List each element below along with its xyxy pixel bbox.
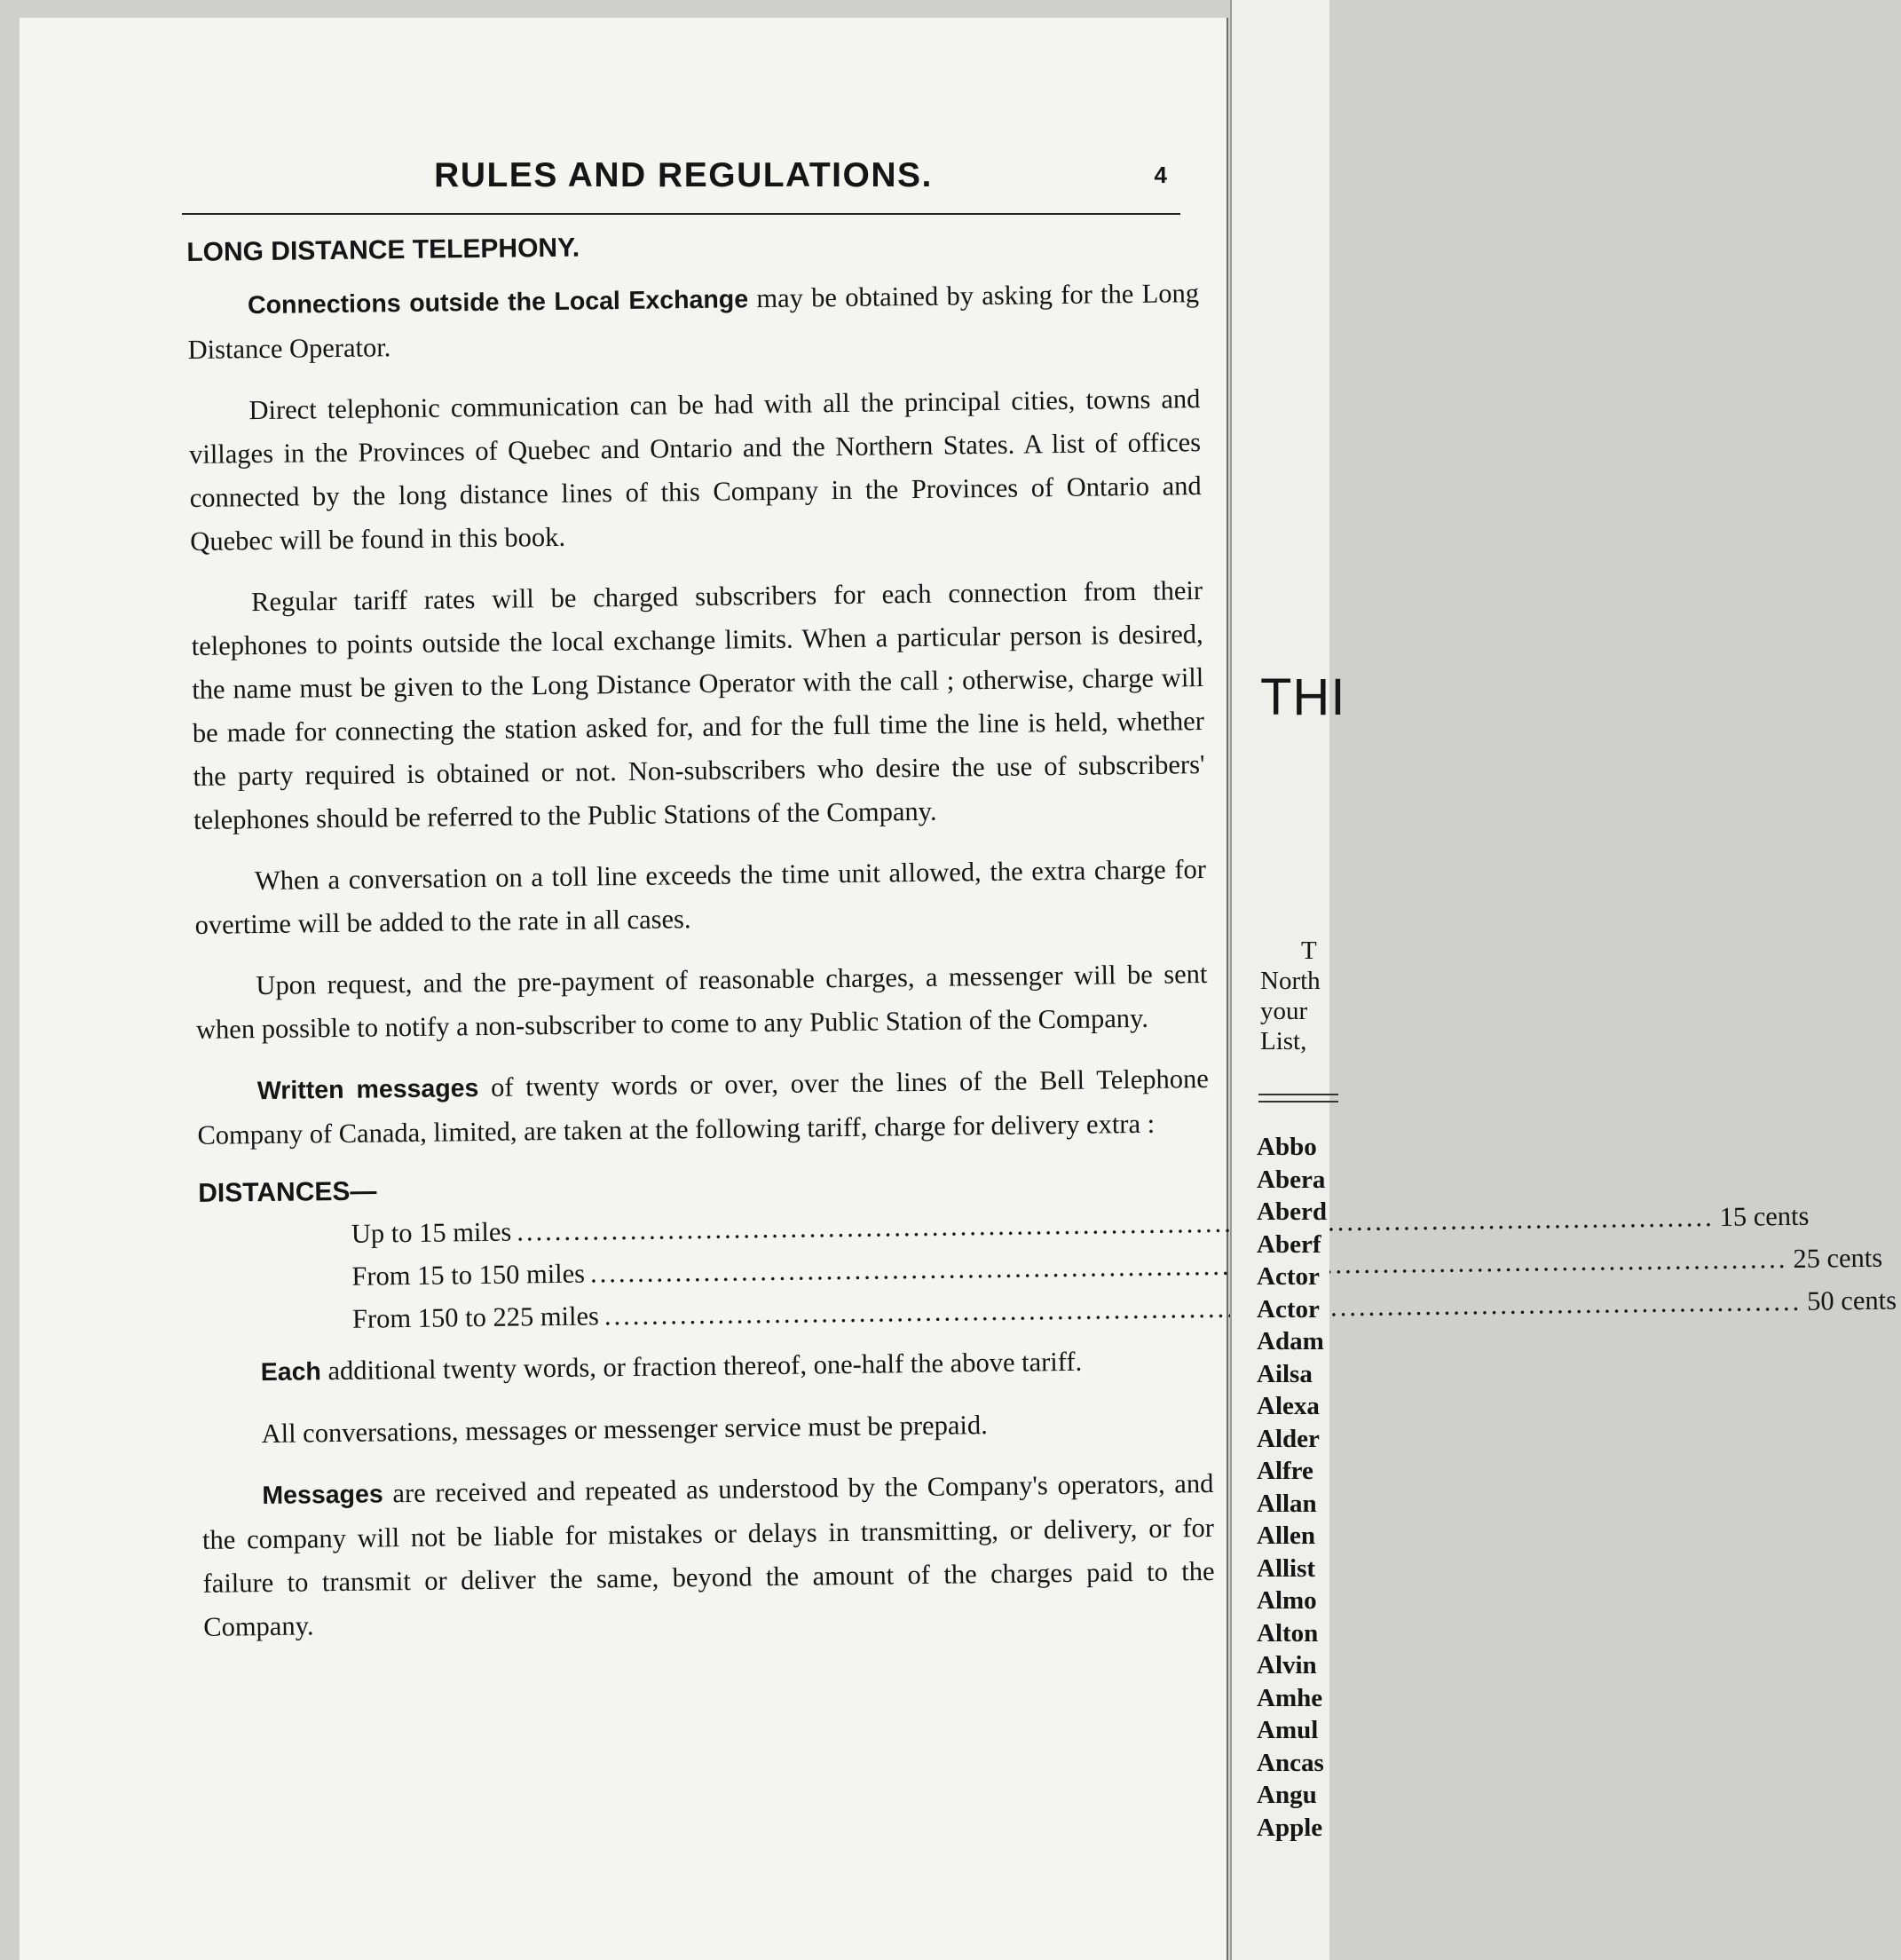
list-item: Actor <box>1257 1294 1320 1324</box>
list-item: Abbo <box>1257 1133 1317 1161</box>
paragraph-written-messages <box>197 1057 1210 1158</box>
opposite-intro-line: your <box>1260 997 1308 1025</box>
list-item: Allist <box>1257 1553 1316 1583</box>
paragraph-tariff-rates: Regular tariff rates will be charged subscribers for each connection from their telephones to points outside the local exchange limits. When a particular person is desired, the name must be given to the Long Distance Operator with the call ; otherwise, charge will be made for connecting the station asked for, and for the full time the line is held, whether the party required is obtained or not. Non-subscribers who desire the use of subscribers' telephones should be referred to the Public Stations of the Company. <box>191 575 1205 835</box>
header-title: RULES AND REGULATIONS. <box>434 156 933 194</box>
paragraph-connections <box>187 272 1200 372</box>
list-item: Ancas <box>1257 1748 1324 1777</box>
paragraph-additional-words <box>200 1339 1212 1395</box>
list-item: Almo <box>1257 1586 1317 1615</box>
opposite-intro-line: List, <box>1260 1027 1307 1055</box>
page-number: 4 <box>1154 162 1167 188</box>
paragraph-overtime: When a conversation on a toll line exceeds the time unit allowed, the extra charge for overtime will be added to the rate in all cases. <box>194 854 1207 940</box>
list-item: Alder <box>1257 1424 1320 1453</box>
list-item: Abera <box>1257 1165 1326 1194</box>
list-item: Ailsa <box>1257 1359 1313 1388</box>
opposite-intro-line: North <box>1260 967 1321 995</box>
opposite-intro <box>1260 936 1321 1056</box>
opposite-intro-line: T <box>1301 937 1317 965</box>
opposite-double-rule <box>1258 1094 1338 1102</box>
page-header <box>182 156 1185 201</box>
list-item: Allen <box>1257 1521 1316 1550</box>
paragraph-text: are received and repeated as understood by the Company's operators, and the company will not be liable for mistakes or delays in transmitting, or delivery, or for failure to transmit or deliver the same, beyond the amount of the charges paid to the Company. <box>201 1467 1215 1642</box>
paragraph-lead: Messages <box>262 1480 383 1511</box>
paragraph-lead: Connections outside the Local Exchange <box>247 285 749 320</box>
opposite-place-list <box>1257 1131 1327 1844</box>
list-item: Apple <box>1257 1813 1323 1842</box>
list-item: Actor <box>1257 1262 1320 1291</box>
list-item: Alexa <box>1257 1392 1320 1420</box>
rate-distance: From 150 to 225 miles <box>351 1300 600 1334</box>
paragraph-text: of twenty words or over, over the lines of the Bell Telephone Company of Canada, limited, are taken at the following tariff, charge for delivery extra : <box>197 1063 1209 1150</box>
paragraph-liability <box>201 1462 1215 1649</box>
list-item: Amhe <box>1257 1683 1323 1712</box>
paragraph-prepaid: All conversations, messages or messenger service must be prepaid. <box>261 1410 988 1450</box>
paragraph-messenger: Upon request, and the pre-payment of reasonable charges, a messenger will be sent when possible to notify a non-subscriber to come to any Public Station of the Company. <box>195 959 1208 1045</box>
rate-distance: Up to 15 miles <box>351 1216 512 1249</box>
rate-charge: 15 cents <box>1719 1200 1810 1232</box>
distances-heading: DISTANCES— <box>198 1176 377 1208</box>
paragraph-text: may be obtained by asking for the Long Distance Operator. <box>187 278 1200 365</box>
paragraph-lead: Written messages <box>256 1074 479 1106</box>
opposite-title-fragment: THI <box>1260 668 1346 726</box>
rate-charge: 50 cents <box>1806 1284 1897 1316</box>
list-item: Angu <box>1257 1781 1317 1809</box>
list-item: Alton <box>1257 1618 1319 1648</box>
rate-charge: 25 cents <box>1793 1242 1883 1274</box>
header-divider <box>182 213 1180 215</box>
list-item: Aberf <box>1257 1229 1321 1259</box>
list-item: Alvin <box>1257 1651 1317 1679</box>
paragraph-text: additional twenty words, or fraction thereof, one-half the above tariff. <box>320 1346 1083 1387</box>
section-title: LONG DISTANCE TELEPHONY. <box>186 233 580 267</box>
paragraph-direct-communication: Direct telephonic communication can be had with all the principal cities, towns and villages in the Provinces of Quebec and Ontario and the Northern States. A list of offices connected by the long distance lines of this Company in the Provinces of Ontario and Quebec will be found in this book. <box>188 383 1202 557</box>
paragraph-lead: Each <box>260 1357 322 1387</box>
book-page-right-fragment <box>1230 0 1346 1960</box>
list-item: Amul <box>1257 1716 1319 1744</box>
list-item: Adam <box>1257 1327 1324 1355</box>
list-item: Alfre <box>1257 1457 1313 1485</box>
list-item: Allan <box>1257 1489 1317 1518</box>
list-item: Aberd <box>1257 1197 1327 1226</box>
rate-distance: From 15 to 150 miles <box>351 1258 586 1292</box>
